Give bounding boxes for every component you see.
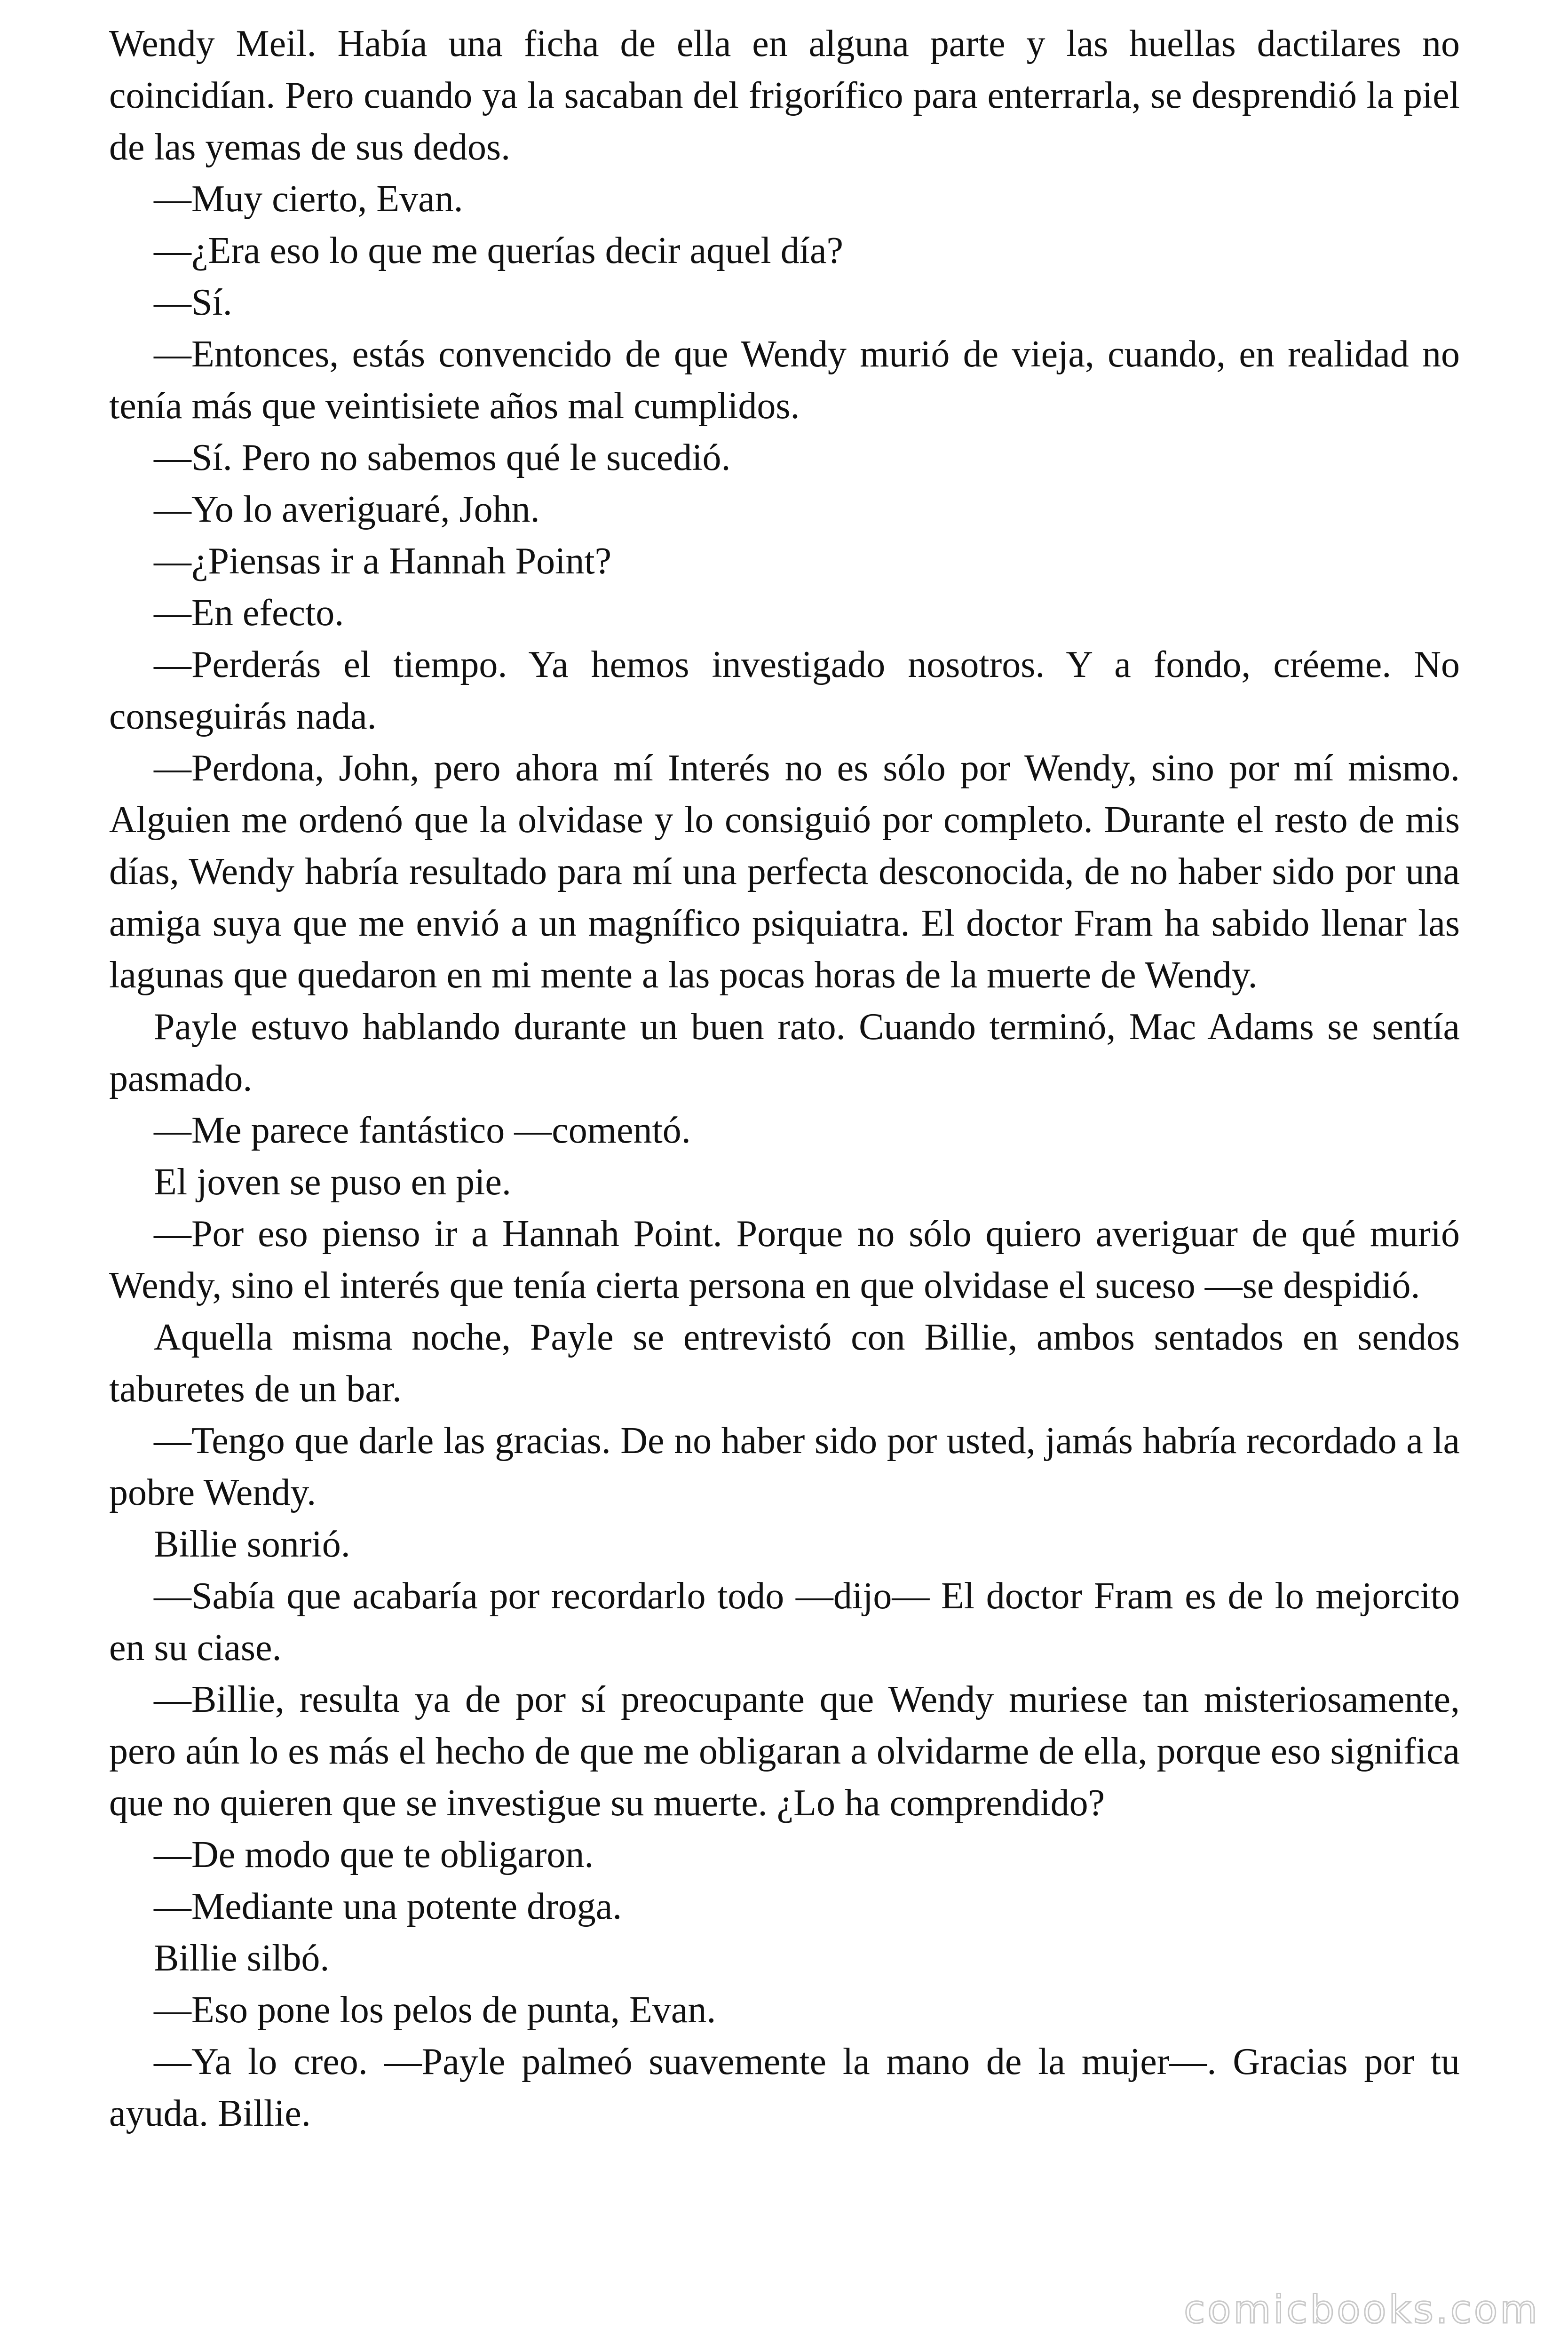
paragraph-23: Billie silbó. bbox=[154, 1938, 330, 1979]
paragraph-9: —En efecto. bbox=[154, 592, 344, 634]
paragraph-20: —Billie, resulta ya de por sí preocupante que Wendy muriese tan misteriosamente, pero aún lo es más el hecho de que me obligaran a olvidarme de ella, porque eso significa que no quieren que se investigue su muerte. ¿Lo ha comprendido? bbox=[109, 1679, 1460, 1824]
book-page-text bbox=[109, 18, 1460, 2139]
paragraph-19: —Sabía que acabaría por recordarlo todo —dijo— El doctor Fram es de lo mejorcito en su ciase. bbox=[109, 1575, 1460, 1669]
paragraph-1: Wendy Meil. Había una ficha de ella en alguna parte y las huellas dactilares no coincidían. Pero cuando ya la sacaban del frigorífico para enterrarla, se desprendió la piel de las yemas de sus dedos. bbox=[109, 23, 1460, 168]
paragraph-18: Billie sonrió. bbox=[154, 1524, 350, 1565]
paragraph-17: —Tengo que darle las gracias. De no haber sido por usted, jamás habría recordado a la pobre Wendy. bbox=[109, 1420, 1460, 1513]
paragraph-24: —Eso pone los pelos de punta, Evan. bbox=[154, 1989, 716, 2031]
paragraph-25: —Ya lo creo. —Payle palmeó suavemente la mano de la mujer—. Gracias por tu ayuda. Billie. bbox=[109, 2041, 1460, 2134]
paragraph-11: —Perdona, John, pero ahora mí Interés no es sólo por Wendy, sino por mí mismo. Alguien me ordenó que la olvidase y lo consiguió por completo. Durante el resto de mis días, Wendy habría resultado para mí una perfecta desconocida, de no haber sido por una amiga suya que me envió a un magnífico psiquiatra. El doctor Fram ha sabido llenar las lagunas que quedaron en mi mente a las pocas horas de la muerte de Wendy. bbox=[109, 747, 1460, 996]
paragraph-22: —Mediante una potente droga. bbox=[154, 1886, 622, 1927]
paragraph-16: Aquella misma noche, Payle se entrevistó con Billie, ambos sentados en sendos taburetes de un bar. bbox=[109, 1317, 1460, 1410]
paragraph-6: —Sí. Pero no sabemos qué le sucedió. bbox=[154, 437, 731, 478]
paragraph-12: Payle estuvo hablando durante un buen rato. Cuando terminó, Mac Adams se sentía pasmado. bbox=[109, 1006, 1460, 1099]
paragraph-5: —Entonces, estás convencido de que Wendy murió de vieja, cuando, en realidad no tenía más que veintisiete años mal cumplidos. bbox=[109, 334, 1460, 427]
paragraph-21: —De modo que te obligaron. bbox=[154, 1834, 594, 1875]
paragraph-2: —Muy cierto, Evan. bbox=[154, 178, 463, 220]
paragraph-13: —Me parece fantástico —comentó. bbox=[154, 1110, 691, 1151]
paragraph-15: —Por eso pienso ir a Hannah Point. Porque no sólo quiero averiguar de qué murió Wendy, sino el interés que tenía cierta persona en que olvidase el suceso —se despidió. bbox=[109, 1213, 1460, 1306]
watermark: comicbooks.com bbox=[1184, 2288, 1540, 2332]
paragraph-7: —Yo lo averiguaré, John. bbox=[154, 489, 540, 530]
paragraph-10: —Perderás el tiempo. Ya hemos investigado nosotros. Y a fondo, créeme. No conseguirás nada. bbox=[109, 644, 1460, 737]
paragraph-8: —¿Piensas ir a Hannah Point? bbox=[154, 540, 612, 582]
paragraph-3: —¿Era eso lo que me querías decir aquel día? bbox=[154, 230, 844, 271]
paragraph-14: El joven se puso en pie. bbox=[154, 1161, 511, 1203]
paragraph-4: —Sí. bbox=[154, 282, 232, 323]
